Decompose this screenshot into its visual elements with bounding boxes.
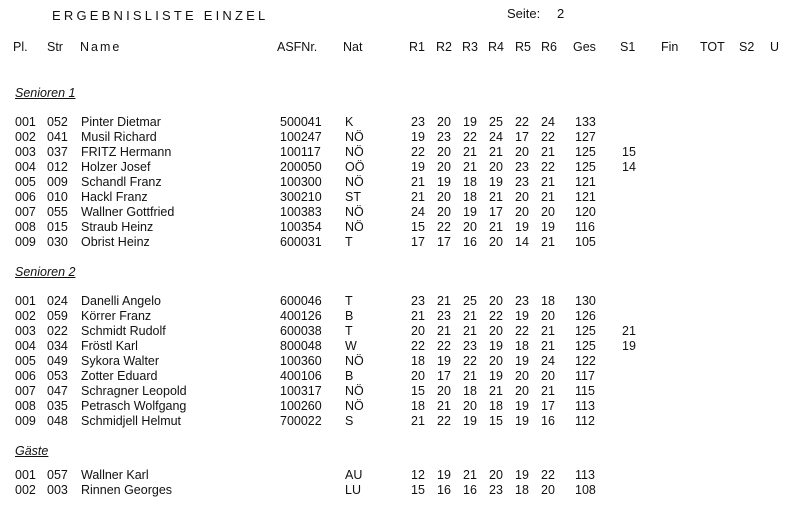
cell-name: Wallner Gottfried [81,205,175,219]
cell-asfnr: 100247 [280,130,322,144]
cell-ges: 113 [575,399,595,413]
cell-name: Pinter Dietmar [81,115,161,129]
cell-r1: 20 [411,324,425,338]
cell-r1: 21 [411,175,425,189]
cell-s1: 21 [622,324,636,338]
cell-r4: 22 [489,309,503,323]
cell-r5: 19 [515,414,529,428]
cell-r5: 18 [515,339,529,353]
col-header-ges: Ges [573,40,596,54]
cell-ges: 121 [575,190,596,204]
cell-nat: NÖ [345,399,364,413]
cell-r6: 20 [541,483,555,497]
cell-r5: 23 [515,160,529,174]
cell-r5: 20 [515,369,529,383]
cell-asfnr: 600031 [280,235,322,249]
col-header-r2: R2 [436,40,452,54]
cell-ges: 105 [575,235,596,249]
cell-str: 053 [47,369,68,383]
cell-asfnr: 700022 [280,414,322,428]
cell-asfnr: 100317 [280,384,322,398]
cell-name: Schragner Leopold [81,384,187,398]
cell-nat: B [345,369,354,383]
section-title-senioren-1: Senioren 1 [15,86,76,100]
cell-r4: 17 [489,205,503,219]
cell-str: 015 [47,220,68,234]
col-header-fin: Fin [661,40,679,54]
cell-ges: 127 [575,130,596,144]
cell-r5: 19 [515,309,529,323]
cell-pl: 002 [15,483,36,497]
cell-r6: 22 [541,468,555,482]
cell-r4: 20 [489,294,503,308]
cell-nat: ST [345,190,361,204]
cell-r2: 20 [437,190,451,204]
cell-nat: S [345,414,354,428]
cell-r2: 17 [437,369,451,383]
cell-r4: 23 [489,483,503,497]
cell-nat: T [345,235,353,249]
cell-name: Hackl Franz [81,190,148,204]
cell-r3: 16 [463,235,477,249]
cell-r3: 20 [463,399,477,413]
cell-r3: 21 [463,324,477,338]
cell-r5: 17 [515,130,529,144]
cell-r1: 19 [411,160,425,174]
cell-str: 052 [47,115,68,129]
cell-r2: 23 [437,309,451,323]
cell-pl: 007 [15,205,36,219]
cell-nat: T [345,294,353,308]
cell-r3: 18 [463,175,477,189]
cell-r3: 20 [463,220,477,234]
cell-r1: 17 [411,235,425,249]
col-header-r1: R1 [409,40,425,54]
cell-r5: 19 [515,220,529,234]
cell-r4: 21 [489,190,503,204]
cell-r4: 20 [489,468,503,482]
cell-r2: 19 [437,354,451,368]
cell-r4: 20 [489,354,503,368]
cell-r6: 17 [541,399,555,413]
cell-r4: 20 [489,324,503,338]
cell-str: 047 [47,384,68,398]
cell-ges: 108 [575,483,596,497]
cell-r4: 25 [489,115,503,129]
cell-r6: 21 [541,324,555,338]
cell-r3: 19 [463,205,477,219]
cell-r5: 20 [515,384,529,398]
cell-str: 049 [47,354,68,368]
cell-ges: 115 [575,384,595,398]
cell-nat: NÖ [345,130,364,144]
cell-r6: 24 [541,115,555,129]
cell-name: Rinnen Georges [81,483,173,497]
cell-nat: LU [345,483,361,497]
cell-r1: 20 [411,369,425,383]
page-label: Seite: [507,6,541,21]
cell-r2: 20 [437,145,451,159]
cell-r6: 24 [541,354,555,368]
cell-r5: 23 [515,175,529,189]
cell-r5: 19 [515,354,529,368]
cell-r3: 22 [463,354,477,368]
col-header-asfnr: ASFNr. [277,40,318,54]
cell-pl: 004 [15,339,36,353]
cell-ges: 126 [575,309,596,323]
cell-asfnr: 800048 [280,339,322,353]
cell-pl: 005 [15,354,36,368]
cell-asfnr: 600046 [280,294,322,308]
cell-ges: 113 [575,468,595,482]
cell-r1: 12 [411,468,425,482]
cell-name: Schandl Franz [81,175,162,189]
cell-r1: 18 [411,354,425,368]
cell-asfnr: 100383 [280,205,322,219]
cell-nat: W [345,339,357,353]
section-title-gaeste: Gäste [15,444,49,458]
col-header-r3: R3 [462,40,478,54]
cell-r6: 22 [541,130,555,144]
cell-str: 034 [47,339,68,353]
cell-r2: 22 [437,220,451,234]
cell-asfnr: 200050 [280,160,322,174]
col-header-s1: S1 [620,40,636,54]
cell-r4: 21 [489,384,503,398]
cell-nat: AU [345,468,363,482]
cell-r1: 23 [411,115,425,129]
cell-r3: 22 [463,130,477,144]
cell-str: 035 [47,399,68,413]
cell-r1: 15 [411,220,425,234]
cell-r3: 21 [463,160,477,174]
col-header-r5: R5 [515,40,531,54]
cell-pl: 006 [15,190,36,204]
col-header-r6: R6 [541,40,557,54]
cell-str: 022 [47,324,68,338]
cell-r5: 22 [515,324,529,338]
page-title: ERGEBNISLISTE EINZEL [52,8,269,23]
cell-asfnr: 100300 [280,175,322,189]
cell-nat: B [345,309,354,323]
cell-ges: 125 [575,160,596,174]
cell-r2: 20 [437,160,451,174]
cell-r2: 19 [437,175,451,189]
cell-r3: 21 [463,468,477,482]
cell-pl: 003 [15,324,36,338]
cell-name: Danelli Angelo [81,294,161,308]
cell-r6: 21 [541,235,555,249]
cell-pl: 003 [15,145,36,159]
cell-str: 055 [47,205,68,219]
cell-r4: 21 [489,145,503,159]
cell-ges: 117 [575,369,595,383]
cell-name: Wallner Karl [81,468,149,482]
cell-r2: 20 [437,115,451,129]
cell-name: Schmidt Rudolf [81,324,166,338]
cell-r1: 21 [411,414,425,428]
cell-pl: 007 [15,384,36,398]
cell-r6: 20 [541,205,555,219]
cell-r4: 19 [489,369,503,383]
cell-str: 012 [47,160,68,174]
cell-ges: 116 [575,220,595,234]
cell-r4: 19 [489,339,503,353]
cell-r1: 21 [411,309,425,323]
cell-nat: NÖ [345,220,364,234]
cell-nat: NÖ [345,354,364,368]
cell-nat: NÖ [345,175,364,189]
cell-r1: 24 [411,205,425,219]
cell-ges: 125 [575,324,596,338]
cell-name: Sykora Walter [81,354,160,368]
cell-pl: 006 [15,369,36,383]
cell-pl: 001 [15,115,36,129]
cell-asfnr: 300210 [280,190,322,204]
cell-s1: 19 [622,339,636,353]
cell-asfnr: 500041 [280,115,322,129]
cell-r2: 20 [437,205,451,219]
cell-r4: 20 [489,160,503,174]
col-header-pl: Pl. [13,40,28,54]
section-title-senioren-2: Senioren 2 [15,265,76,279]
cell-r6: 21 [541,190,555,204]
cell-s1: 15 [622,145,636,159]
cell-r1: 23 [411,294,425,308]
cell-r1: 18 [411,399,425,413]
col-header-str: Str [47,40,63,54]
cell-nat: OÖ [345,160,365,174]
cell-r6: 21 [541,384,555,398]
cell-r2: 17 [437,235,451,249]
cell-asfnr: 400126 [280,309,322,323]
cell-r6: 21 [541,145,555,159]
cell-r1: 21 [411,190,425,204]
cell-r4: 15 [489,414,503,428]
cell-name: FRITZ Hermann [81,145,172,159]
cell-str: 024 [47,294,68,308]
cell-r5: 20 [515,190,529,204]
cell-r2: 21 [437,399,451,413]
cell-r6: 21 [541,339,555,353]
cell-r5: 20 [515,145,529,159]
cell-r5: 14 [515,235,529,249]
cell-nat: NÖ [345,384,364,398]
cell-pl: 001 [15,294,36,308]
cell-name: Musil Richard [81,130,157,144]
col-header-r4: R4 [488,40,504,54]
cell-r2: 20 [437,384,451,398]
col-header-name: Name [80,40,122,54]
cell-ges: 121 [575,175,596,189]
cell-r5: 18 [515,483,529,497]
cell-r4: 19 [489,175,503,189]
cell-r6: 16 [541,414,555,428]
cell-pl: 001 [15,468,36,482]
cell-r6: 20 [541,309,555,323]
cell-r2: 19 [437,468,451,482]
cell-r1: 15 [411,384,425,398]
cell-r3: 18 [463,190,477,204]
cell-r6: 22 [541,160,555,174]
cell-r3: 21 [463,145,477,159]
cell-r1: 22 [411,339,425,353]
cell-name: Holzer Josef [81,160,151,174]
cell-str: 041 [47,130,68,144]
cell-name: Schmidjell Helmut [81,414,182,428]
cell-str: 010 [47,190,68,204]
cell-str: 009 [47,175,68,189]
cell-r1: 19 [411,130,425,144]
cell-ges: 133 [575,115,596,129]
cell-asfnr: 100117 [280,145,321,159]
cell-r5: 22 [515,115,529,129]
cell-pl: 009 [15,235,36,249]
cell-pl: 005 [15,175,36,189]
cell-r3: 21 [463,309,477,323]
cell-str: 057 [47,468,68,482]
col-header-u: U [770,40,780,54]
cell-r5: 23 [515,294,529,308]
cell-r1: 15 [411,483,425,497]
cell-pl: 002 [15,130,36,144]
cell-r2: 16 [437,483,451,497]
cell-r3: 21 [463,369,477,383]
cell-nat: NÖ [345,205,364,219]
cell-str: 059 [47,309,68,323]
cell-r6: 19 [541,220,555,234]
cell-str: 048 [47,414,68,428]
cell-r3: 23 [463,339,477,353]
cell-r6: 18 [541,294,555,308]
cell-asfnr: 600038 [280,324,322,338]
cell-r4: 21 [489,220,503,234]
cell-r1: 22 [411,145,425,159]
cell-ges: 125 [575,145,596,159]
cell-r3: 25 [463,294,477,308]
cell-nat: NÖ [345,145,364,159]
cell-r3: 19 [463,414,477,428]
cell-r2: 22 [437,339,451,353]
cell-r2: 23 [437,130,451,144]
cell-r3: 19 [463,115,477,129]
cell-str: 037 [47,145,68,159]
cell-asfnr: 400106 [280,369,322,383]
cell-pl: 004 [15,160,36,174]
cell-name: Petrasch Wolfgang [81,399,187,413]
cell-r5: 19 [515,399,529,413]
cell-r4: 18 [489,399,503,413]
cell-ges: 120 [575,205,596,219]
cell-r3: 16 [463,483,477,497]
col-header-tot: TOT [700,40,725,54]
page-number: 2 [557,6,565,21]
cell-ges: 125 [575,339,596,353]
cell-r3: 18 [463,384,477,398]
cell-name: Zotter Eduard [81,369,158,383]
col-header-s2: S2 [739,40,755,54]
cell-pl: 009 [15,414,36,428]
cell-asfnr: 100260 [280,399,322,413]
cell-ges: 122 [575,354,596,368]
cell-str: 003 [47,483,68,497]
cell-pl: 008 [15,399,36,413]
cell-ges: 112 [575,414,595,428]
cell-name: Körrer Franz [81,309,152,323]
cell-nat: T [345,324,353,338]
cell-name: Obrist Heinz [81,235,150,249]
cell-r6: 21 [541,175,555,189]
cell-pl: 002 [15,309,36,323]
cell-asfnr: 100360 [280,354,322,368]
cell-r2: 21 [437,294,451,308]
cell-nat: K [345,115,354,129]
cell-r2: 22 [437,414,451,428]
cell-r4: 20 [489,235,503,249]
cell-r4: 24 [489,130,503,144]
cell-name: Fröstl Karl [81,339,138,353]
cell-r5: 20 [515,205,529,219]
cell-r2: 21 [437,324,451,338]
cell-pl: 008 [15,220,36,234]
cell-r6: 20 [541,369,555,383]
cell-name: Straub Heinz [81,220,154,234]
cell-s1: 14 [622,160,636,174]
cell-asfnr: 100354 [280,220,322,234]
cell-ges: 130 [575,294,596,308]
col-header-nat: Nat [343,40,363,54]
cell-r5: 19 [515,468,529,482]
cell-str: 030 [47,235,68,249]
